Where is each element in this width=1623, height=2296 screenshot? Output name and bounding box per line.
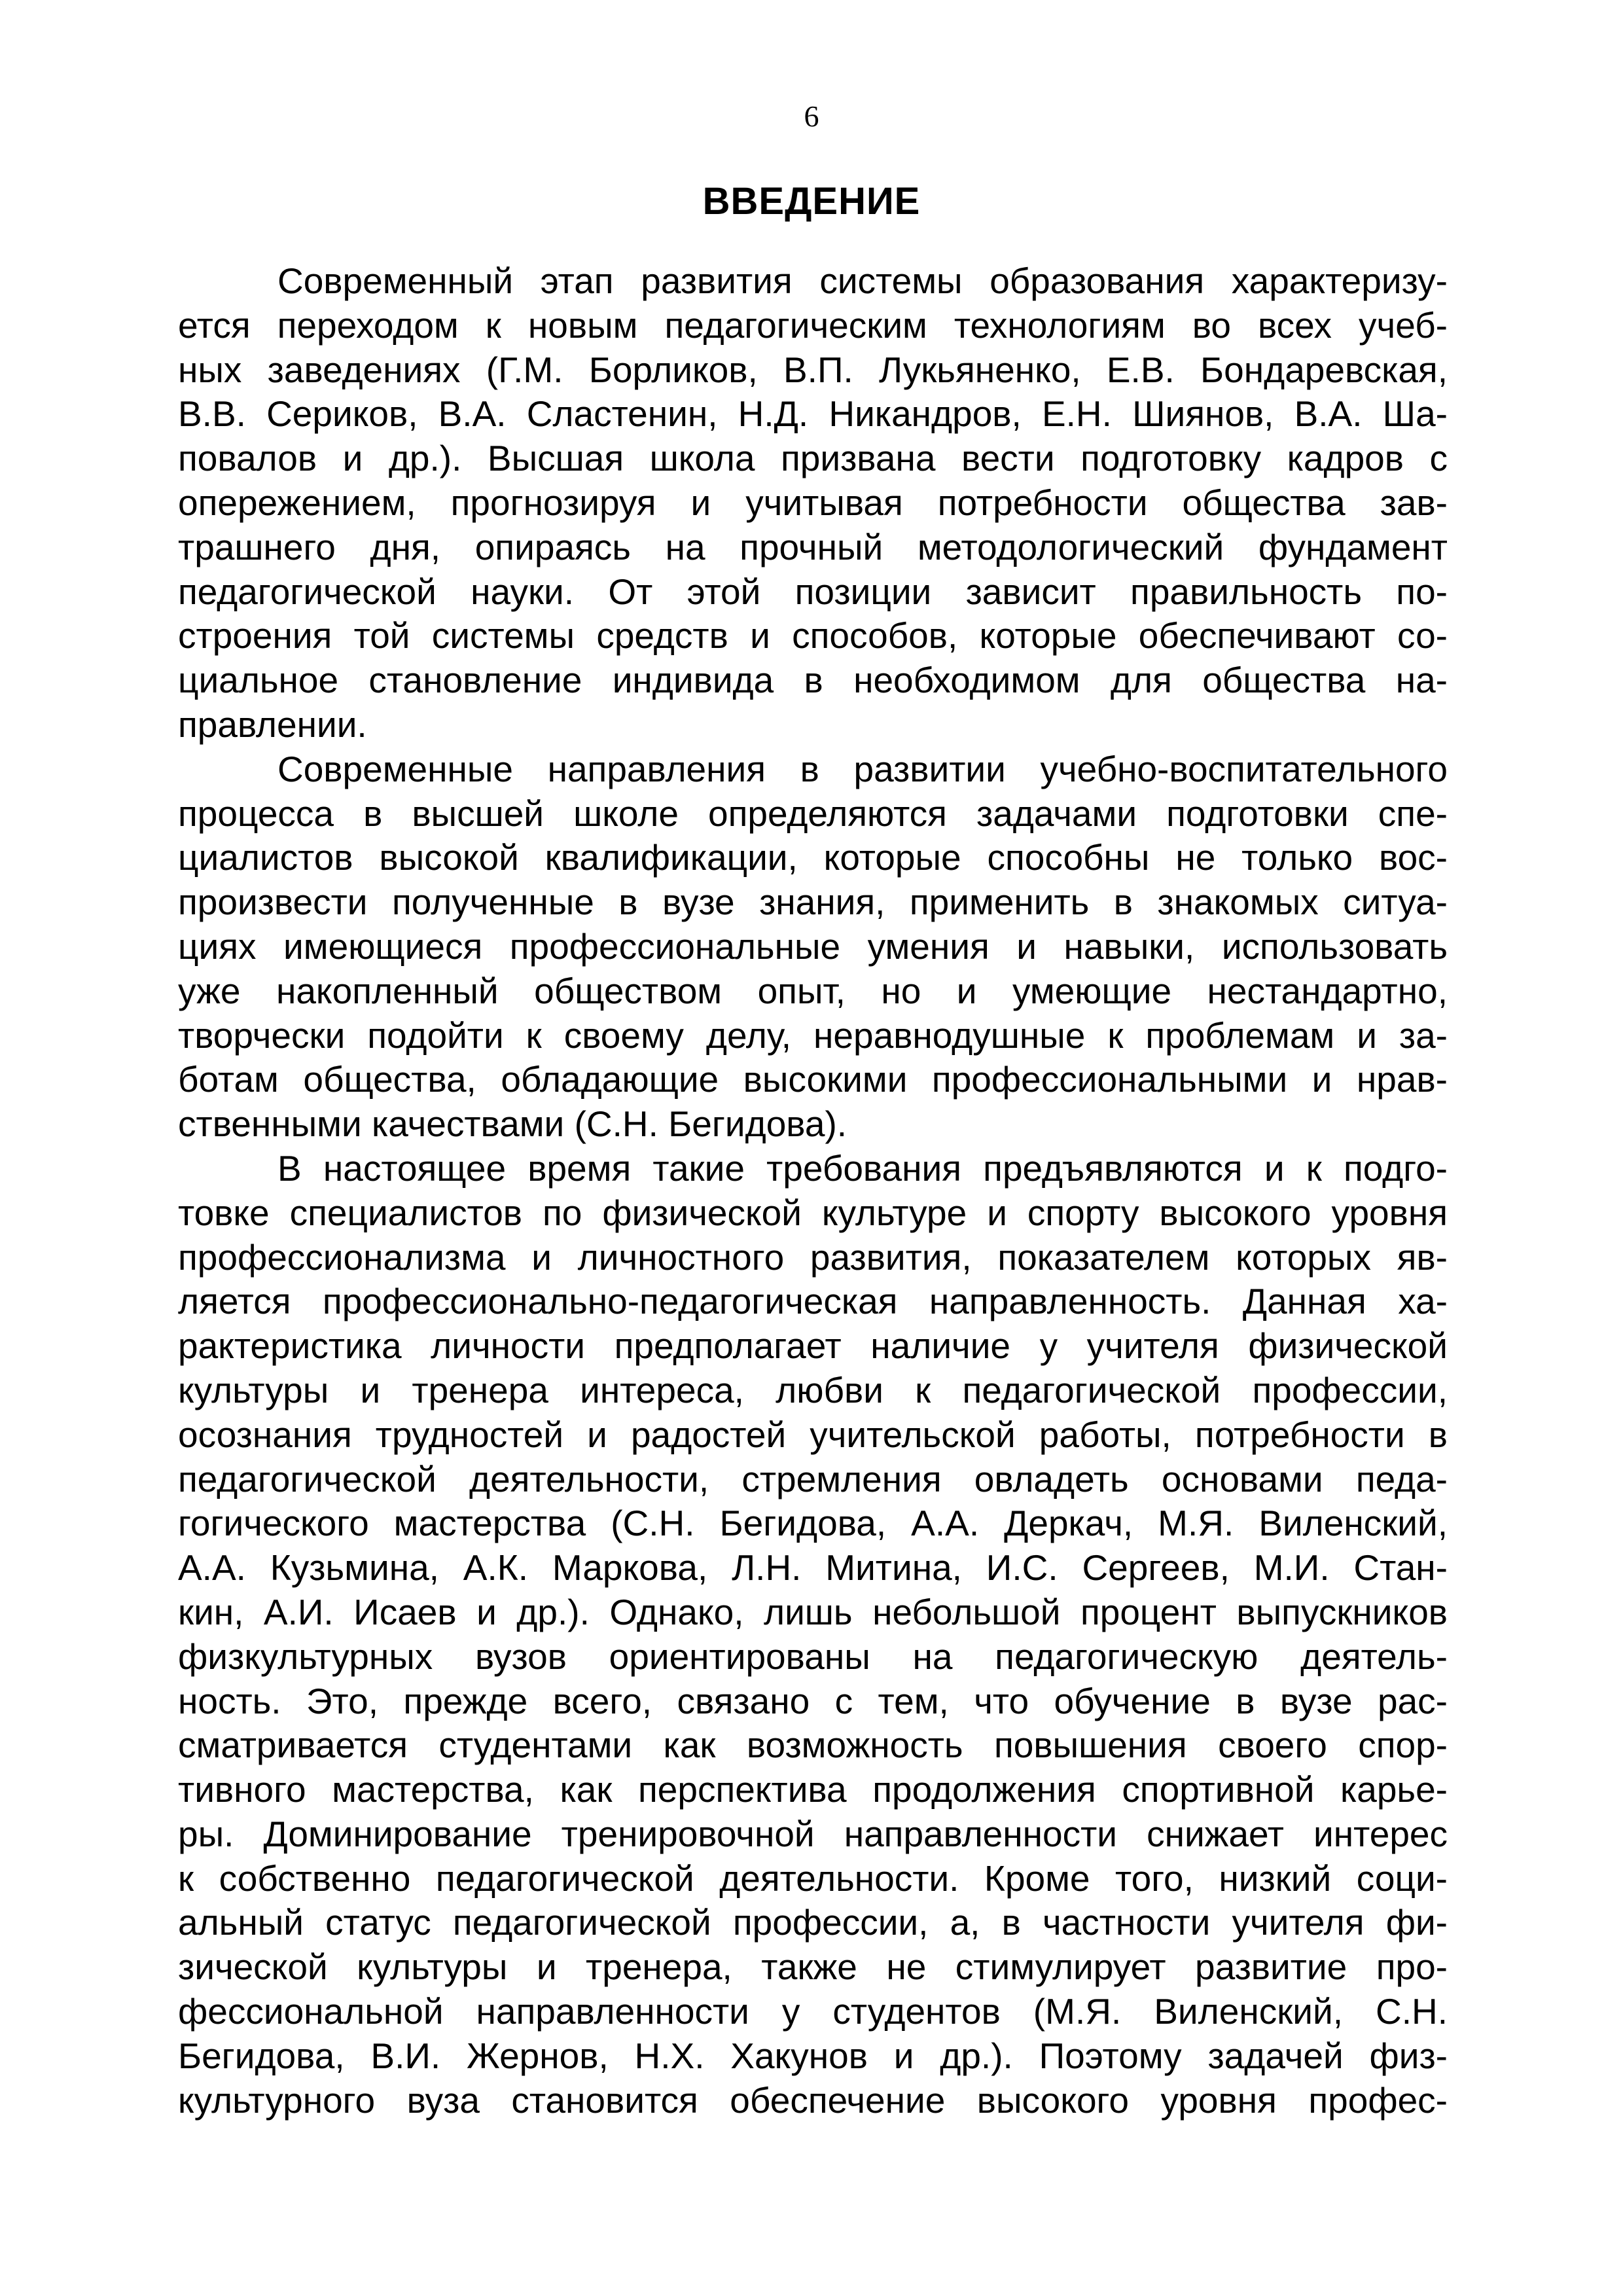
text-line: культуры и тренера интереса, любви к педагогической профессии,	[178, 1369, 1448, 1410]
text-line: Современный этап развития системы образования характеризу-	[277, 260, 1448, 301]
text-line: тивного мастерства, как перспектива продолжения спортивной карье-	[178, 1769, 1448, 1810]
text-line: осознания трудностей и радостей учительской работы, потребности в	[178, 1414, 1448, 1455]
text-line: процесса в высшей школе определяются задачами подготовки спе-	[178, 793, 1448, 834]
text-line: А.А. Кузьмина, А.К. Маркова, Л.Н. Митина, И.С. Сергеев, М.И. Стан-	[178, 1547, 1448, 1588]
text-line: произвести полученные в вузе знания, применить в знакомых ситуа-	[178, 882, 1448, 923]
page-number: 6	[804, 99, 819, 133]
text-line: ственными качествами (С.Н. Бегидова).	[178, 1103, 847, 1145]
text-line: опережением, прогнозируя и учитывая потребности общества зав-	[178, 482, 1448, 523]
text-line: педагогической науки. От этой позиции зависит правильность по-	[178, 571, 1448, 612]
text-line: творчески подойти к своему делу, неравнодушные к проблемам и за-	[178, 1014, 1448, 1056]
text-line: Бегидова, В.И. Жернов, Н.Х. Хакунов и др.). Поэтому задачей физ-	[178, 2035, 1448, 2076]
text-line: трашнего дня, опираясь на прочный методологический фундамент	[178, 526, 1448, 567]
text-line: В настоящее время такие требования предъявляются и к подго-	[277, 1147, 1448, 1189]
text-line: профессионализма и личностного развития, показателем которых яв-	[178, 1236, 1448, 1278]
text-line: физкультурных вузов ориентированы на педагогическую деятель-	[178, 1636, 1448, 1677]
section-heading: ВВЕДЕНИЕ	[702, 180, 921, 223]
text-line: альный статус педагогической профессии, а, в частности учителя фи-	[178, 1902, 1448, 1943]
text-line: уже накопленный обществом опыт, но и умеющие нестандартно,	[178, 970, 1448, 1011]
text-line: циалистов высокой квалификации, которые способны не только вос-	[178, 837, 1448, 878]
text-line: культурного вуза становится обеспечение высокого уровня профес-	[178, 2079, 1448, 2121]
paragraph	[178, 747, 1448, 1147]
paragraph	[178, 259, 1448, 747]
text-line: повалов и др.). Высшая школа призвана вести подготовку кадров с	[178, 438, 1448, 479]
text-line: кин, А.И. Исаев и др.). Однако, лишь небольшой процент выпускников	[178, 1591, 1448, 1632]
text-line: зической культуры и тренера, также не стимулирует развитие про-	[178, 1946, 1448, 1988]
text-line: правлении.	[178, 704, 367, 745]
text-line: В.В. Сериков, В.А. Сластенин, Н.Д. Никандров, Е.Н. Шиянов, В.А. Ша-	[178, 393, 1448, 435]
text-line: циальное становление индивида в необходимом для общества на-	[178, 660, 1448, 701]
text-line: ется переходом к новым педагогическим технологиям во всех учеб-	[178, 304, 1448, 346]
body-text	[178, 259, 1448, 2123]
text-line: к собственно педагогической деятельности. Кроме того, низкий соци-	[178, 1857, 1448, 1899]
text-line: Современные направления в развитии учебно-воспитательного	[277, 748, 1448, 789]
text-line: рактеристика личности предполагает наличие у учителя физической	[178, 1325, 1448, 1367]
text-line: гогического мастерства (С.Н. Бегидова, А.А. Деркач, М.Я. Виленский,	[178, 1503, 1448, 1544]
text-line: ботам общества, обладающие высокими профессиональными и нрав-	[178, 1059, 1448, 1100]
paragraph	[178, 1147, 1448, 2123]
text-line: строения той системы средств и способов, которые обеспечивают со-	[178, 615, 1448, 656]
text-line: ры. Доминирование тренировочной направленности снижает интерес	[178, 1813, 1448, 1854]
text-line: сматривается студентами как возможность повышения своего спор-	[178, 1725, 1448, 1766]
text-line: ность. Это, прежде всего, связано с тем, что обучение в вузе рас-	[178, 1680, 1448, 1721]
text-line: педагогической деятельности, стремления овладеть основами педа-	[178, 1458, 1448, 1499]
text-line: ляется профессионально-педагогическая направленность. Данная ха-	[178, 1281, 1448, 1322]
text-line: ных заведениях (Г.М. Борликов, В.П. Лукьяненко, Е.В. Бондаревская,	[178, 349, 1448, 390]
text-line: циях имеющиеся профессиональные умения и навыки, использовать	[178, 925, 1448, 967]
text-line: фессиональной направленности у студентов (М.Я. Виленский, С.Н.	[178, 1991, 1448, 2032]
text-line: товке специалистов по физической культуре и спорту высокого уровня	[178, 1192, 1448, 1233]
